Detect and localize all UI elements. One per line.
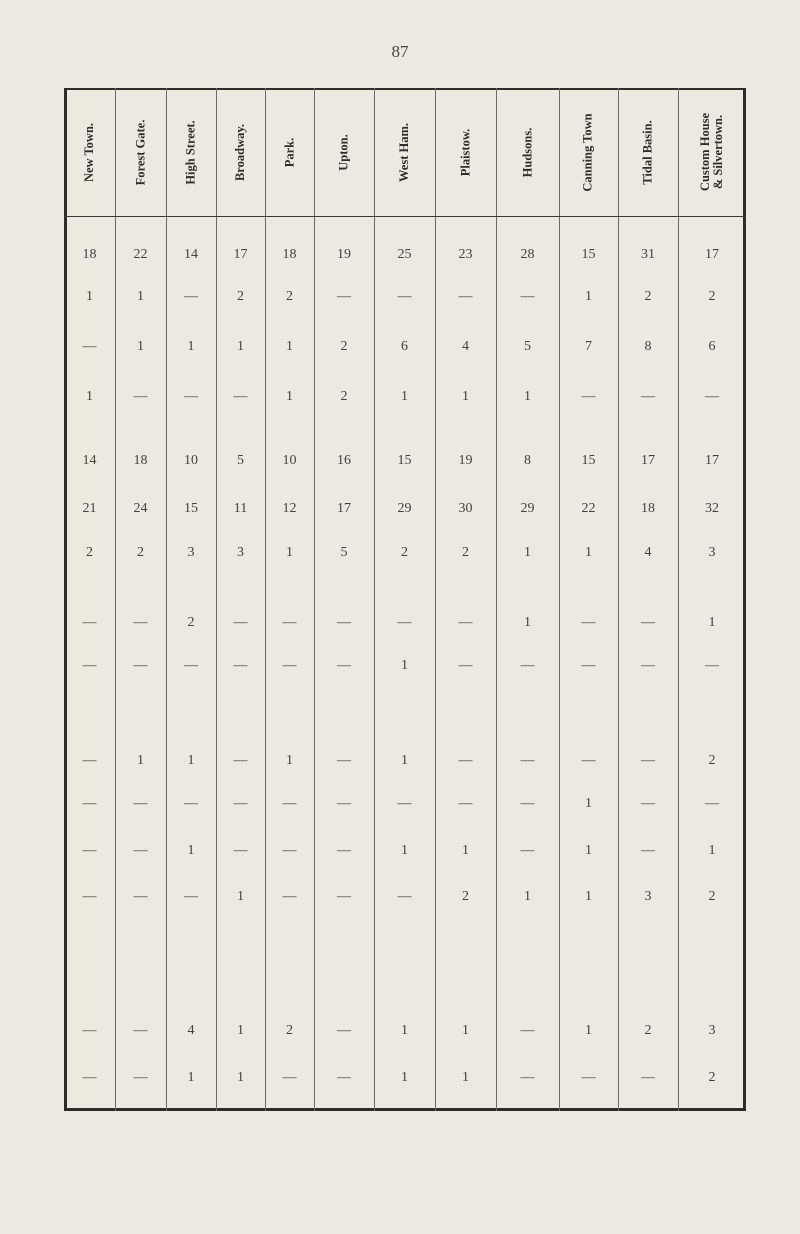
- column-header: [435, 88, 496, 216]
- table-cell: 7: [585, 339, 592, 354]
- table-cell: —: [82, 658, 97, 673]
- table-cell: —: [458, 753, 473, 768]
- table-cell: —: [133, 658, 148, 673]
- table-cell: 5: [237, 453, 244, 468]
- table-cell: —: [705, 796, 719, 811]
- table-cell: 1: [585, 843, 592, 858]
- table-cell: —: [82, 615, 97, 630]
- table-cell: 22: [133, 247, 148, 262]
- table-cell: 1: [401, 658, 408, 673]
- table-cell: —: [133, 1070, 148, 1085]
- column-header: [216, 88, 265, 216]
- table-cell: 1: [401, 389, 408, 404]
- column-divider: [559, 88, 560, 1111]
- column-divider: [314, 88, 315, 1111]
- table-cell: —: [233, 658, 248, 673]
- table-cell: 11: [233, 501, 248, 516]
- column-header: [374, 88, 435, 216]
- table-cell: —: [581, 389, 596, 404]
- table-cell: 2: [708, 1070, 716, 1085]
- table-cell: 1: [286, 339, 293, 354]
- table-cell: —: [82, 1023, 97, 1038]
- table-cell: 1: [708, 843, 716, 858]
- table-cell: 1: [401, 1023, 408, 1038]
- table-cell: 18: [133, 453, 148, 468]
- table-cell: —: [133, 615, 148, 630]
- table-cell: 2: [340, 339, 348, 354]
- table-cell: 1: [524, 889, 531, 904]
- table-cell: 2: [286, 289, 293, 304]
- table-cell: 19: [458, 453, 473, 468]
- table-cell: 25: [397, 247, 412, 262]
- table-cell: 2: [644, 289, 652, 304]
- table-cell: —: [133, 796, 148, 811]
- table-cell: —: [282, 889, 297, 904]
- table-cell: —: [581, 753, 596, 768]
- table-cell: 1: [187, 843, 195, 858]
- table-cell: —: [184, 796, 198, 811]
- column-header-label: Canning Town: [581, 112, 595, 192]
- table-cell: —: [397, 796, 412, 811]
- table-cell: —: [82, 1070, 97, 1085]
- column-divider: [435, 88, 436, 1111]
- column-divider: [265, 88, 266, 1111]
- table-cell: 1: [401, 753, 408, 768]
- table-cell: 17: [233, 247, 248, 262]
- table-cell: 1: [462, 843, 469, 858]
- table-cell: 1: [462, 1023, 469, 1038]
- table-cell: 29: [520, 501, 535, 516]
- table-cell: —: [458, 615, 473, 630]
- column-divider: [496, 88, 497, 1111]
- column-header: [559, 88, 618, 216]
- table-cell: 1: [237, 1023, 244, 1038]
- table-cell: —: [282, 658, 297, 673]
- column-divider: [678, 88, 679, 1111]
- table-cell: —: [641, 658, 655, 673]
- table-cell: 23: [458, 247, 473, 262]
- table-cell: —: [641, 796, 655, 811]
- table-cell: —: [82, 753, 97, 768]
- table-cell: 15: [184, 501, 198, 516]
- table-cell: —: [520, 1070, 535, 1085]
- table-cell: 31: [641, 247, 655, 262]
- table-cell: —: [458, 658, 473, 673]
- column-header-label: Plaistow.: [457, 128, 472, 176]
- column-header: [618, 88, 678, 216]
- table-cell: —: [337, 658, 351, 673]
- table-cell: 17: [705, 453, 719, 468]
- table-cell: 1: [187, 753, 195, 768]
- table-cell: —: [337, 1023, 351, 1038]
- table-cell: 17: [641, 453, 655, 468]
- column-header-label: Upton.: [336, 133, 351, 171]
- table-cell: 2: [401, 545, 408, 560]
- table-cell: 17: [337, 501, 351, 516]
- table-cell: 18: [282, 247, 297, 262]
- table-cell: 1: [585, 796, 592, 811]
- table-cell: —: [337, 289, 351, 304]
- table-cell: —: [133, 889, 148, 904]
- table-cell: 1: [86, 289, 93, 304]
- table-cell: 3: [237, 545, 244, 560]
- table-cell: —: [641, 615, 655, 630]
- table-cell: 1: [286, 545, 293, 560]
- table-cell: 21: [82, 501, 97, 516]
- table-cell: 1: [237, 1070, 244, 1085]
- table-cell: 15: [581, 453, 596, 468]
- table-cell: 2: [237, 289, 244, 304]
- column-header-label: West Ham.: [397, 122, 411, 182]
- table-cell: 10: [184, 453, 198, 468]
- table-cell: —: [641, 389, 655, 404]
- table-cell: —: [282, 1070, 297, 1085]
- table-cell: 1: [137, 289, 144, 304]
- table-cell: —: [282, 843, 297, 858]
- table-cell: 2: [462, 889, 469, 904]
- table-cell: —: [337, 843, 351, 858]
- table-cell: 24: [133, 501, 148, 516]
- table-cell: —: [337, 796, 351, 811]
- table-cell: 1: [462, 389, 469, 404]
- table-cell: —: [458, 796, 473, 811]
- column-divider: [374, 88, 375, 1111]
- table-cell: 2: [708, 289, 716, 304]
- table-cell: 1: [585, 545, 592, 560]
- table-cell: —: [133, 843, 148, 858]
- table-cell: 1: [237, 889, 244, 904]
- table-cell: —: [282, 615, 297, 630]
- table-cell: 2: [644, 1023, 652, 1038]
- table-cell: 8: [644, 339, 652, 354]
- table-cell: 1: [286, 389, 293, 404]
- table-cell: 4: [187, 1023, 195, 1038]
- table-cell: 3: [708, 1023, 716, 1038]
- table-cell: 8: [524, 453, 531, 468]
- table-cell: —: [581, 658, 596, 673]
- table-cell: 5: [524, 339, 531, 354]
- column-divider: [115, 88, 116, 1111]
- table-cell: —: [397, 889, 412, 904]
- table-cell: —: [641, 753, 655, 768]
- column-divider: [216, 88, 217, 1111]
- table-cell: 18: [641, 501, 655, 516]
- table-cell: —: [641, 843, 655, 858]
- table-cell: 15: [397, 453, 412, 468]
- table-cell: 4: [462, 339, 469, 354]
- table-cell: 2: [708, 889, 716, 904]
- column-header: [265, 88, 314, 216]
- table-cell: —: [233, 753, 248, 768]
- header-rule: [64, 216, 746, 217]
- column-header-label: Broadway.: [233, 123, 248, 181]
- table-cell: 3: [644, 889, 652, 904]
- column-header: [496, 88, 559, 216]
- table-cell: —: [337, 615, 351, 630]
- table-cell: 19: [337, 247, 351, 262]
- table-cell: 1: [187, 1070, 195, 1085]
- table-cell: 28: [520, 247, 535, 262]
- table-cell: 15: [581, 247, 596, 262]
- table-cell: —: [581, 1070, 596, 1085]
- table-cell: 2: [286, 1023, 293, 1038]
- table-cell: —: [82, 796, 97, 811]
- table-cell: —: [82, 339, 97, 354]
- table-cell: 6: [708, 339, 716, 354]
- table-cell: 6: [401, 339, 408, 354]
- table-cell: —: [184, 658, 198, 673]
- table-cell: 14: [82, 453, 97, 468]
- table-cell: —: [520, 796, 535, 811]
- table-cell: 3: [187, 545, 195, 560]
- table-cell: —: [184, 889, 198, 904]
- table-cell: —: [520, 1023, 535, 1038]
- column-header: [64, 88, 115, 216]
- table-cell: 1: [462, 1070, 469, 1085]
- table-cell: 3: [708, 545, 716, 560]
- table-cell: —: [233, 615, 248, 630]
- table-cell: —: [233, 796, 248, 811]
- table-cell: 1: [187, 339, 195, 354]
- table-cell: 17: [705, 247, 719, 262]
- table-cell: —: [641, 1070, 655, 1085]
- column-header: [166, 88, 216, 216]
- table-cell: 2: [187, 615, 195, 630]
- table-cell: —: [233, 389, 248, 404]
- table-cell: —: [705, 389, 719, 404]
- table-cell: —: [82, 843, 97, 858]
- column-divider: [618, 88, 619, 1111]
- table-cell: —: [337, 1070, 351, 1085]
- table-cell: —: [397, 615, 412, 630]
- table-cell: —: [282, 796, 297, 811]
- table-cell: 1: [708, 615, 716, 630]
- table-cell: —: [520, 753, 535, 768]
- table-cell: 2: [340, 389, 348, 404]
- table-cell: 5: [340, 545, 348, 560]
- table-cell: —: [337, 753, 351, 768]
- table-cell: 16: [337, 453, 351, 468]
- table-cell: —: [397, 289, 412, 304]
- table-cell: 2: [86, 545, 93, 560]
- table-cell: 4: [644, 545, 652, 560]
- table-cell: —: [184, 289, 198, 304]
- table-cell: —: [581, 615, 596, 630]
- table-cell: 1: [286, 753, 293, 768]
- table-cell: 1: [137, 339, 144, 354]
- table-cell: 1: [401, 1070, 408, 1085]
- column-header: [314, 88, 374, 216]
- table-cell: 1: [524, 389, 531, 404]
- table-cell: —: [705, 658, 719, 673]
- column-header-label: New Town.: [82, 122, 97, 182]
- table-cell: 2: [137, 545, 144, 560]
- table-cell: 14: [184, 247, 198, 262]
- table-cell: 10: [282, 453, 297, 468]
- page-number: 87: [391, 42, 409, 61]
- table-cell: —: [520, 289, 535, 304]
- column-header-label: Forest Gate.: [133, 119, 147, 185]
- table-cell: —: [233, 843, 248, 858]
- table-cell: —: [133, 1023, 148, 1038]
- table-cell: —: [520, 843, 535, 858]
- column-header-label: Custom House & Silvertown.: [698, 112, 726, 192]
- column-header-label: Park.: [281, 137, 296, 167]
- table-cell: —: [337, 889, 351, 904]
- table-cell: 2: [462, 545, 469, 560]
- table-cell: 32: [705, 501, 719, 516]
- column-header-label: Hudsons.: [520, 127, 534, 177]
- table-cell: 22: [581, 501, 596, 516]
- table-cell: 2: [708, 753, 716, 768]
- table-cell: 1: [401, 843, 408, 858]
- table-cell: 12: [282, 501, 297, 516]
- column-divider: [166, 88, 167, 1111]
- table-cell: 1: [237, 339, 244, 354]
- table-cell: —: [82, 889, 97, 904]
- table-cell: 30: [458, 501, 473, 516]
- table-cell: 29: [397, 501, 412, 516]
- column-header: [115, 88, 166, 216]
- table-cell: —: [458, 289, 473, 304]
- table-cell: 1: [524, 615, 531, 630]
- column-header: [678, 88, 746, 216]
- table-cell: 18: [82, 247, 97, 262]
- table-cell: 1: [585, 1023, 592, 1038]
- table-cell: 1: [524, 545, 531, 560]
- column-header-label: High Street.: [183, 119, 198, 185]
- table-cell: 1: [86, 389, 93, 404]
- table-cell: 1: [137, 753, 144, 768]
- table-cell: —: [520, 658, 535, 673]
- column-header-label: Tidal Basin.: [640, 119, 655, 185]
- table-cell: —: [133, 389, 148, 404]
- table-cell: 1: [585, 289, 592, 304]
- table-cell: —: [184, 389, 198, 404]
- table-cell: 1: [585, 889, 592, 904]
